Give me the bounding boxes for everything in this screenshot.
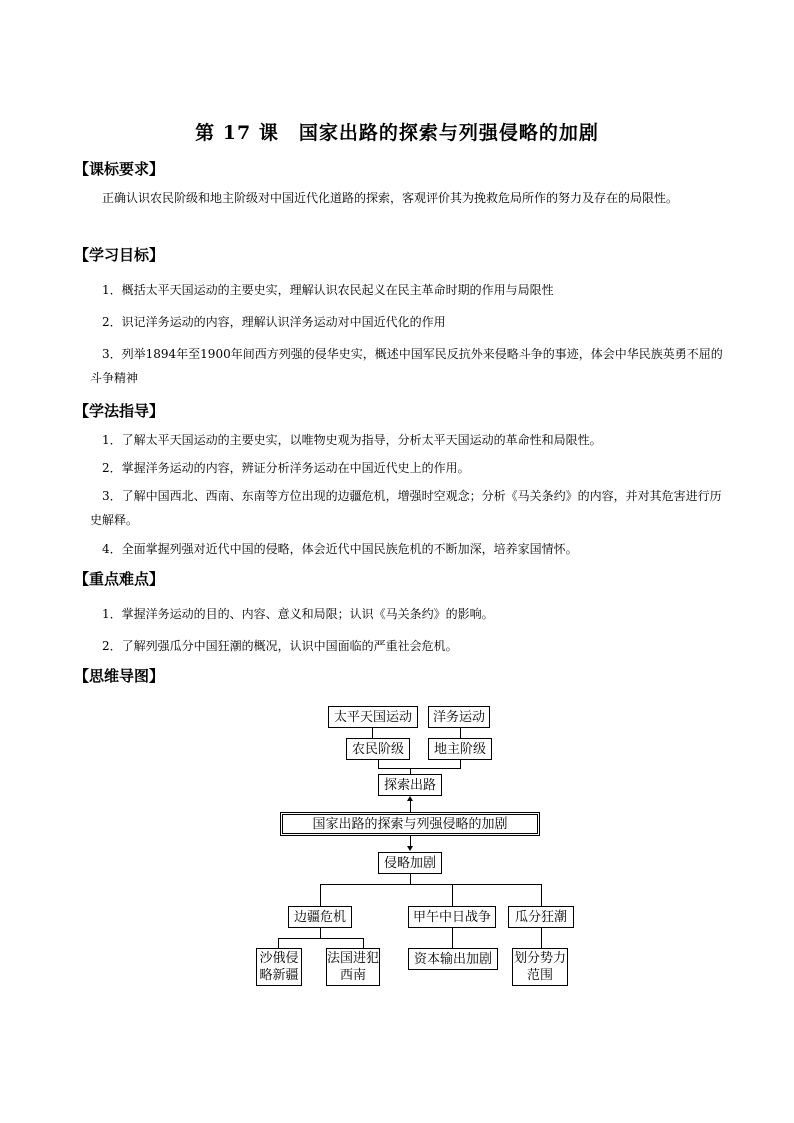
goal-item: 3．列举1894年至1900年间西方列强的侵华史实，概述中国军民反抗外来侵略斗争的事迹，体会中华民族英勇不屈的斗争精神 (90, 347, 723, 385)
goal-item: 2．识记洋务运动的内容，理解认识洋务运动对中国近代化的作用 (102, 315, 446, 329)
connector (460, 728, 461, 738)
method-item: 4．全面掌握列强对近代中国的侵略，体会近代中国民族危机的不断加深，培养家国情怀。 (102, 542, 578, 556)
node-sphere: 划分势力范围 (512, 948, 568, 986)
node-center: 国家出路的探索与列强侵略的加剧 (280, 812, 540, 836)
section-heading-keypoints: 【重点难点】 (74, 570, 165, 588)
node-aggression: 侵略加剧 (378, 852, 442, 874)
section-heading-standard: 【课标要求】 (74, 160, 165, 178)
node-russia: 沙俄侵略新疆 (256, 948, 302, 986)
node-border: 边疆危机 (288, 906, 352, 928)
page-title: 第 17 课 国家出路的探索与列强侵略的加剧 (195, 122, 599, 144)
node-taiping: 太平天国运动 (328, 706, 418, 728)
connector (410, 874, 411, 884)
section-heading-methods: 【学法指导】 (74, 402, 165, 420)
node-partition: 瓜分狂潮 (508, 906, 574, 928)
standard-text: 正确认识农民阶级和地主阶级对中国近代化道路的探索，客观评价其为挽救危局所作的努力及存在的局限性。 (102, 191, 679, 205)
keypoint-item: 1．掌握洋务运动的目的、内容、意义和局限；认识《马关条约》的影响。 (102, 607, 494, 621)
arrow-up-icon (407, 796, 413, 801)
connector (378, 760, 379, 768)
connector (363, 938, 364, 948)
connector (452, 928, 453, 948)
node-landlord: 地主阶级 (428, 738, 492, 760)
node-war: 甲午中日战争 (408, 906, 496, 928)
connector (410, 800, 411, 812)
node-france: 法国进犯西南 (326, 948, 380, 986)
connector (378, 768, 461, 769)
method-item: 2．掌握洋务运动的内容，辨证分析洋务运动在中国近代史上的作用。 (102, 461, 470, 475)
section-heading-mindmap: 【思维导图】 (74, 667, 165, 685)
connector (320, 928, 321, 938)
connector (541, 884, 542, 906)
connector (278, 938, 279, 948)
node-explore: 探索出路 (378, 774, 442, 796)
connector (452, 884, 453, 906)
connector (460, 760, 461, 768)
keypoint-item: 2．了解列强瓜分中国狂潮的概况，认识中国面临的严重社会危机。 (102, 639, 458, 653)
node-capital: 资本输出加剧 (408, 948, 498, 970)
section-heading-goals: 【学习目标】 (74, 246, 165, 264)
arrow-down-icon (407, 846, 413, 851)
method-item: 3．了解中国西北、西南、东南等方位出现的边疆危机，增强时空观念；分析《马关条约》的内容，并对其危害进行历史解释。 (90, 489, 722, 527)
mind-map (250, 700, 570, 1000)
connector (320, 884, 542, 885)
connector (541, 928, 542, 948)
goal-item: 1．概括太平天国运动的主要史实，理解认识农民起义在民主革命时期的作用与局限性 (102, 283, 554, 297)
connector (320, 884, 321, 906)
connector (278, 938, 364, 939)
node-peasant: 农民阶级 (346, 738, 410, 760)
connector (372, 728, 373, 738)
node-yangwu: 洋务运动 (428, 706, 490, 728)
method-item: 1．了解太平天国运动的主要史实，以唯物史观为指导，分析太平天国运动的革命性和局限性。 (102, 433, 602, 447)
